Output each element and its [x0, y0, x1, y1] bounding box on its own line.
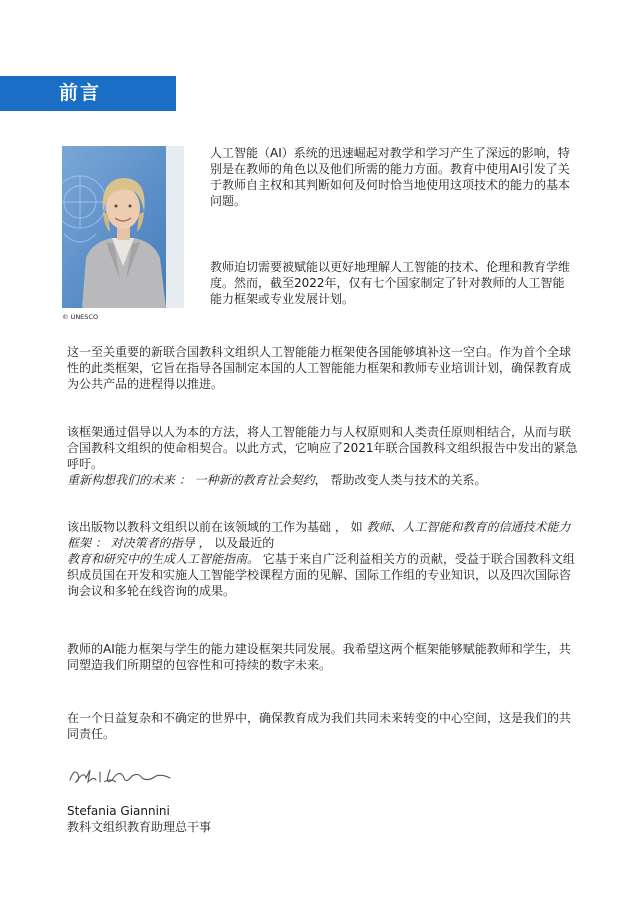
ict-framework-title-link[interactable]: 教师、人工智能和教育的信通技术能力框架 ： 对决策者的指导 ，: [67, 520, 571, 550]
builds-on-paragraph: [67, 519, 579, 599]
principles-after: ， 帮助改变人类与技术的关系。: [314, 473, 487, 487]
handwritten-signature: [66, 762, 176, 788]
principles-paragraph: [67, 424, 579, 488]
genai-guidance-title-link[interactable]: 教育和研究中的生成人工智能指南。: [67, 552, 260, 566]
page-title: 前言: [59, 82, 102, 104]
signatory-name: Stefania Giannini: [67, 804, 170, 818]
builds-on-before: 该出版物以教科文组织以前在该领域的工作为基础 ， 如: [67, 520, 367, 534]
signatory-title: 教科文组织教育助理总干事: [67, 820, 212, 834]
students-paragraph: 教师的AI能力框架与学生的能力建设框架共同发展。我希望这两个框架能够赋能教师和学生，共同塑造我们所期望的包容性和可持续的数字未来。: [67, 642, 571, 672]
report-title-link[interactable]: 重新构想我们的未来 ： 一种新的教育社会契约: [67, 473, 315, 487]
portrait-photo: [62, 146, 184, 308]
section-banner: [0, 76, 176, 111]
intro-paragraph: 人工智能（AI）系统的迅速崛起对教学和学习产生了深远的影响，特别是在教师的角色以及他们所需的能力方面。教育中使用AI引发了关于教师自主权和其判断如何及何时恰当地使用这项技术的能力的基本问题。: [210, 146, 571, 208]
portrait-illustration: [62, 146, 184, 308]
builds-on-middle: 以及最近的: [210, 536, 275, 550]
closing-paragraph: 在一个日益复杂和不确定的世界中，确保教育成为我们共同未来转变的中心空间，这是我们的共同责任。: [67, 711, 572, 741]
framework-paragraph: 这一至关重要的新联合国教科文组织人工智能能力框架使各国能够填补这一空白。作为首个全球性的此类框架，它旨在指导各国制定本国的人工智能能力框架和教师专业培训计划，确保教育成为公共产品的进程得以推进。: [67, 345, 572, 391]
teachers-paragraph: 教师迫切需要被赋能以更好地理解人工智能的技术、伦理和教育学维度。然而，截至2022年，仅有七个国家制定了针对教师的人工智能能力框架或专业发展计划。: [210, 260, 571, 306]
photo-credit: © UNESCO: [62, 313, 99, 321]
builds-on-after: 它基于来自广泛利益相关方的贡献，受益于联合国教科文组织成员国在开发和实施人工智能学校课程方面的见解、国际工作组的专业知识，以及四次国际咨询会议和多轮在线咨询的成果。: [67, 552, 575, 598]
principles-text: 该框架通过倡导以人为本的方法，将人工智能能力与人权原则和人类责任原则相结合，从而与联合国教科文组织的使命相契合。以此方式，它响应了2021年联合国教科文组织报告中发出的紧急呼吁。: [67, 425, 578, 471]
